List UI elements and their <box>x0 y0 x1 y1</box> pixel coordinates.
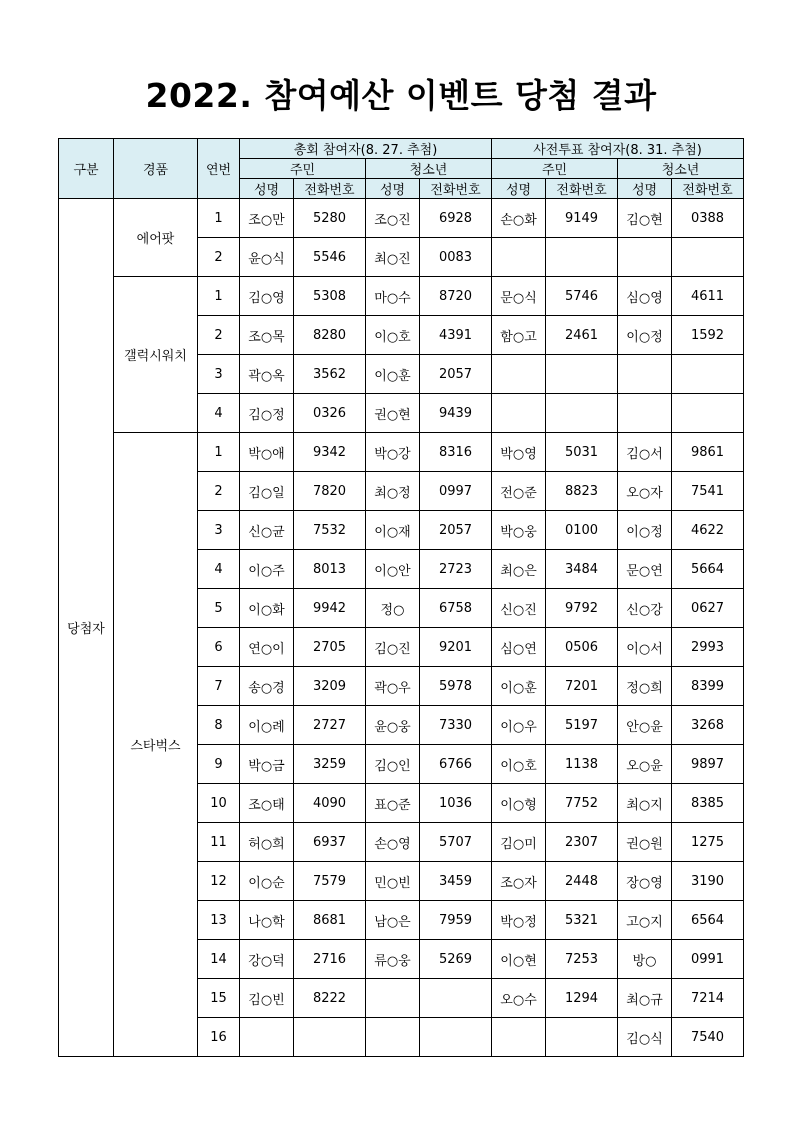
resident-phone-cell: 7579 <box>294 862 366 901</box>
table-row <box>59 433 744 472</box>
resident-phone-cell: 8681 <box>294 901 366 940</box>
youth-phone-cell: 5664 <box>672 550 744 589</box>
resident-name-cell: 이○형 <box>492 784 546 823</box>
resident-phone-cell: 3484 <box>546 550 618 589</box>
resident-phone-cell: 9149 <box>546 199 618 238</box>
resident-phone-cell: 5321 <box>546 901 618 940</box>
youth-phone-cell: 0627 <box>672 589 744 628</box>
youth-phone-cell: 8316 <box>420 433 492 472</box>
youth-name-cell: 최○지 <box>618 784 672 823</box>
resident-phone-cell: 8222 <box>294 979 366 1018</box>
resident-phone-cell <box>294 1018 366 1057</box>
youth-name-cell: 오○자 <box>618 472 672 511</box>
youth-phone-cell: 6766 <box>420 745 492 784</box>
table-row <box>59 199 744 238</box>
seq-cell: 2 <box>198 238 240 277</box>
resident-name-cell: 박○영 <box>492 433 546 472</box>
youth-phone-cell: 5269 <box>420 940 492 979</box>
header-youth-2: 청소년 <box>618 159 744 179</box>
youth-name-cell: 심○영 <box>618 277 672 316</box>
resident-name-cell: 손○화 <box>492 199 546 238</box>
youth-name-cell: 이○서 <box>618 628 672 667</box>
resident-phone-cell: 7752 <box>546 784 618 823</box>
youth-name-cell: 이○정 <box>618 316 672 355</box>
resident-name-cell: 이○순 <box>240 862 294 901</box>
youth-name-cell <box>618 355 672 394</box>
resident-phone-cell: 5546 <box>294 238 366 277</box>
youth-phone-cell: 3268 <box>672 706 744 745</box>
youth-name-cell: 최○정 <box>366 472 420 511</box>
resident-name-cell: 함○고 <box>492 316 546 355</box>
table-row <box>59 277 744 316</box>
youth-name-cell: 곽○우 <box>366 667 420 706</box>
youth-phone-cell: 7214 <box>672 979 744 1018</box>
resident-name-cell: 박○정 <box>492 901 546 940</box>
winners-table <box>58 138 744 1057</box>
header-seq: 연번 <box>198 139 240 199</box>
header-group-early-vote: 사전투표 참여자(8. 31. 추첨) <box>492 139 744 159</box>
header-phone: 전화번호 <box>420 179 492 199</box>
category-cell: 당첨자 <box>59 199 114 1057</box>
seq-cell: 16 <box>198 1018 240 1057</box>
youth-phone-cell: 5978 <box>420 667 492 706</box>
youth-name-cell: 정○희 <box>618 667 672 706</box>
youth-name-cell: 이○호 <box>366 316 420 355</box>
seq-cell: 2 <box>198 316 240 355</box>
youth-phone-cell: 6564 <box>672 901 744 940</box>
resident-name-cell: 김○일 <box>240 472 294 511</box>
youth-phone-cell: 0997 <box>420 472 492 511</box>
youth-phone-cell: 5707 <box>420 823 492 862</box>
header-youth-1: 청소년 <box>366 159 492 179</box>
youth-name-cell: 김○진 <box>366 628 420 667</box>
resident-phone-cell: 5280 <box>294 199 366 238</box>
seq-cell: 6 <box>198 628 240 667</box>
resident-phone-cell: 7532 <box>294 511 366 550</box>
resident-phone-cell: 6937 <box>294 823 366 862</box>
youth-phone-cell: 2723 <box>420 550 492 589</box>
header-phone: 전화번호 <box>546 179 618 199</box>
youth-phone-cell: 6928 <box>420 199 492 238</box>
resident-phone-cell: 5308 <box>294 277 366 316</box>
youth-name-cell: 오○윤 <box>618 745 672 784</box>
youth-phone-cell: 9861 <box>672 433 744 472</box>
youth-phone-cell: 4611 <box>672 277 744 316</box>
resident-name-cell: 이○현 <box>492 940 546 979</box>
youth-name-cell: 조○진 <box>366 199 420 238</box>
resident-name-cell: 김○영 <box>240 277 294 316</box>
header-name: 성명 <box>240 179 294 199</box>
seq-cell: 3 <box>198 511 240 550</box>
resident-name-cell: 나○학 <box>240 901 294 940</box>
resident-name-cell: 송○경 <box>240 667 294 706</box>
resident-phone-cell: 0326 <box>294 394 366 433</box>
resident-name-cell: 박○웅 <box>492 511 546 550</box>
youth-phone-cell: 7541 <box>672 472 744 511</box>
youth-name-cell: 표○준 <box>366 784 420 823</box>
resident-name-cell: 이○화 <box>240 589 294 628</box>
youth-phone-cell: 4391 <box>420 316 492 355</box>
resident-name-cell: 조○태 <box>240 784 294 823</box>
resident-name-cell <box>240 1018 294 1057</box>
seq-cell: 1 <box>198 433 240 472</box>
youth-name-cell: 이○정 <box>618 511 672 550</box>
youth-name-cell: 이○재 <box>366 511 420 550</box>
resident-phone-cell: 8280 <box>294 316 366 355</box>
resident-phone-cell: 7820 <box>294 472 366 511</box>
header-prize: 경품 <box>114 139 198 199</box>
resident-name-cell: 조○목 <box>240 316 294 355</box>
seq-cell: 3 <box>198 355 240 394</box>
resident-name-cell: 강○덕 <box>240 940 294 979</box>
youth-phone-cell <box>420 1018 492 1057</box>
youth-phone-cell: 7959 <box>420 901 492 940</box>
resident-phone-cell: 5031 <box>546 433 618 472</box>
youth-phone-cell: 1275 <box>672 823 744 862</box>
youth-phone-cell: 7540 <box>672 1018 744 1057</box>
resident-phone-cell: 9942 <box>294 589 366 628</box>
youth-name-cell: 민○빈 <box>366 862 420 901</box>
youth-phone-cell: 9201 <box>420 628 492 667</box>
youth-name-cell: 정○ <box>366 589 420 628</box>
resident-phone-cell: 7253 <box>546 940 618 979</box>
youth-name-cell: 최○진 <box>366 238 420 277</box>
resident-name-cell: 연○이 <box>240 628 294 667</box>
youth-name-cell: 최○규 <box>618 979 672 1018</box>
seq-cell: 4 <box>198 550 240 589</box>
resident-phone-cell: 3562 <box>294 355 366 394</box>
resident-phone-cell: 5197 <box>546 706 618 745</box>
resident-name-cell <box>492 355 546 394</box>
youth-name-cell: 장○영 <box>618 862 672 901</box>
header-group-general-meeting: 총회 참여자(8. 27. 추첨) <box>240 139 492 159</box>
youth-name-cell: 김○서 <box>618 433 672 472</box>
seq-cell: 12 <box>198 862 240 901</box>
youth-name-cell: 권○현 <box>366 394 420 433</box>
youth-phone-cell <box>420 979 492 1018</box>
seq-cell: 11 <box>198 823 240 862</box>
youth-phone-cell: 8399 <box>672 667 744 706</box>
resident-name-cell: 조○만 <box>240 199 294 238</box>
youth-name-cell: 신○강 <box>618 589 672 628</box>
resident-name-cell: 문○식 <box>492 277 546 316</box>
resident-name-cell: 김○미 <box>492 823 546 862</box>
youth-phone-cell: 3459 <box>420 862 492 901</box>
resident-phone-cell: 0506 <box>546 628 618 667</box>
header-resident-1: 주민 <box>240 159 366 179</box>
youth-phone-cell: 0991 <box>672 940 744 979</box>
prize-cell: 스타벅스 <box>114 433 198 1057</box>
youth-phone-cell: 6758 <box>420 589 492 628</box>
resident-name-cell: 김○빈 <box>240 979 294 1018</box>
resident-phone-cell: 8013 <box>294 550 366 589</box>
youth-phone-cell: 7330 <box>420 706 492 745</box>
seq-cell: 14 <box>198 940 240 979</box>
resident-name-cell: 김○정 <box>240 394 294 433</box>
resident-name-cell: 이○주 <box>240 550 294 589</box>
resident-name-cell: 심○연 <box>492 628 546 667</box>
seq-cell: 5 <box>198 589 240 628</box>
table-header <box>59 139 744 199</box>
resident-name-cell: 전○준 <box>492 472 546 511</box>
header-phone: 전화번호 <box>672 179 744 199</box>
seq-cell: 10 <box>198 784 240 823</box>
header-resident-2: 주민 <box>492 159 618 179</box>
table-body <box>59 199 744 1057</box>
seq-cell: 1 <box>198 199 240 238</box>
resident-name-cell: 이○우 <box>492 706 546 745</box>
resident-phone-cell: 2705 <box>294 628 366 667</box>
youth-name-cell <box>366 979 420 1018</box>
seq-cell: 9 <box>198 745 240 784</box>
header-name: 성명 <box>492 179 546 199</box>
header-category: 구분 <box>59 139 114 199</box>
youth-name-cell: 손○영 <box>366 823 420 862</box>
resident-name-cell: 오○수 <box>492 979 546 1018</box>
resident-phone-cell: 2716 <box>294 940 366 979</box>
resident-phone-cell: 2461 <box>546 316 618 355</box>
resident-phone-cell <box>546 1018 618 1057</box>
resident-phone-cell: 5746 <box>546 277 618 316</box>
youth-phone-cell: 8385 <box>672 784 744 823</box>
resident-phone-cell <box>546 355 618 394</box>
seq-cell: 1 <box>198 277 240 316</box>
youth-name-cell <box>618 238 672 277</box>
youth-phone-cell: 1592 <box>672 316 744 355</box>
youth-name-cell: 방○ <box>618 940 672 979</box>
youth-name-cell: 마○수 <box>366 277 420 316</box>
youth-phone-cell <box>672 394 744 433</box>
resident-name-cell: 박○금 <box>240 745 294 784</box>
header-name: 성명 <box>366 179 420 199</box>
resident-name-cell <box>492 1018 546 1057</box>
prize-cell: 에어팟 <box>114 199 198 277</box>
youth-name-cell: 박○강 <box>366 433 420 472</box>
seq-cell: 15 <box>198 979 240 1018</box>
seq-cell: 7 <box>198 667 240 706</box>
youth-name-cell: 윤○웅 <box>366 706 420 745</box>
resident-phone-cell <box>546 238 618 277</box>
youth-phone-cell: 2057 <box>420 355 492 394</box>
resident-name-cell: 이○례 <box>240 706 294 745</box>
youth-name-cell: 고○지 <box>618 901 672 940</box>
resident-phone-cell: 9792 <box>546 589 618 628</box>
resident-name-cell: 신○진 <box>492 589 546 628</box>
resident-name-cell: 조○자 <box>492 862 546 901</box>
youth-name-cell: 권○원 <box>618 823 672 862</box>
seq-cell: 8 <box>198 706 240 745</box>
resident-name-cell <box>492 238 546 277</box>
prize-cell: 갤럭시워치 <box>114 277 198 433</box>
resident-phone-cell: 8823 <box>546 472 618 511</box>
youth-name-cell <box>618 394 672 433</box>
header-phone: 전화번호 <box>294 179 366 199</box>
youth-name-cell: 이○안 <box>366 550 420 589</box>
header-name: 성명 <box>618 179 672 199</box>
youth-phone-cell: 9439 <box>420 394 492 433</box>
resident-name-cell: 허○희 <box>240 823 294 862</box>
resident-phone-cell: 0100 <box>546 511 618 550</box>
youth-name-cell: 김○현 <box>618 199 672 238</box>
resident-name-cell: 최○은 <box>492 550 546 589</box>
resident-name-cell: 곽○옥 <box>240 355 294 394</box>
resident-phone-cell <box>546 394 618 433</box>
youth-phone-cell: 2993 <box>672 628 744 667</box>
youth-name-cell: 김○식 <box>618 1018 672 1057</box>
youth-name-cell: 남○은 <box>366 901 420 940</box>
resident-phone-cell: 2727 <box>294 706 366 745</box>
resident-phone-cell: 3209 <box>294 667 366 706</box>
resident-phone-cell: 1138 <box>546 745 618 784</box>
resident-phone-cell: 9342 <box>294 433 366 472</box>
youth-name-cell: 이○훈 <box>366 355 420 394</box>
resident-name-cell: 윤○식 <box>240 238 294 277</box>
youth-name-cell: 문○연 <box>618 550 672 589</box>
resident-phone-cell: 3259 <box>294 745 366 784</box>
youth-name-cell: 류○웅 <box>366 940 420 979</box>
seq-cell: 4 <box>198 394 240 433</box>
youth-phone-cell <box>672 355 744 394</box>
youth-phone-cell: 3190 <box>672 862 744 901</box>
resident-phone-cell: 2448 <box>546 862 618 901</box>
resident-name-cell: 박○애 <box>240 433 294 472</box>
youth-phone-cell: 0388 <box>672 199 744 238</box>
resident-name-cell: 이○호 <box>492 745 546 784</box>
seq-cell: 2 <box>198 472 240 511</box>
youth-phone-cell: 9897 <box>672 745 744 784</box>
seq-cell: 13 <box>198 901 240 940</box>
resident-name-cell: 신○균 <box>240 511 294 550</box>
page-title: 2022. 참여예산 이벤트 당첨 결과 <box>145 76 657 115</box>
youth-phone-cell: 1036 <box>420 784 492 823</box>
youth-phone-cell: 0083 <box>420 238 492 277</box>
youth-phone-cell: 4622 <box>672 511 744 550</box>
youth-phone-cell <box>672 238 744 277</box>
resident-phone-cell: 2307 <box>546 823 618 862</box>
resident-name-cell: 이○훈 <box>492 667 546 706</box>
resident-phone-cell: 7201 <box>546 667 618 706</box>
resident-phone-cell: 4090 <box>294 784 366 823</box>
youth-name-cell <box>366 1018 420 1057</box>
resident-name-cell <box>492 394 546 433</box>
youth-phone-cell: 2057 <box>420 511 492 550</box>
youth-phone-cell: 8720 <box>420 277 492 316</box>
resident-phone-cell: 1294 <box>546 979 618 1018</box>
youth-name-cell: 안○윤 <box>618 706 672 745</box>
youth-name-cell: 김○인 <box>366 745 420 784</box>
